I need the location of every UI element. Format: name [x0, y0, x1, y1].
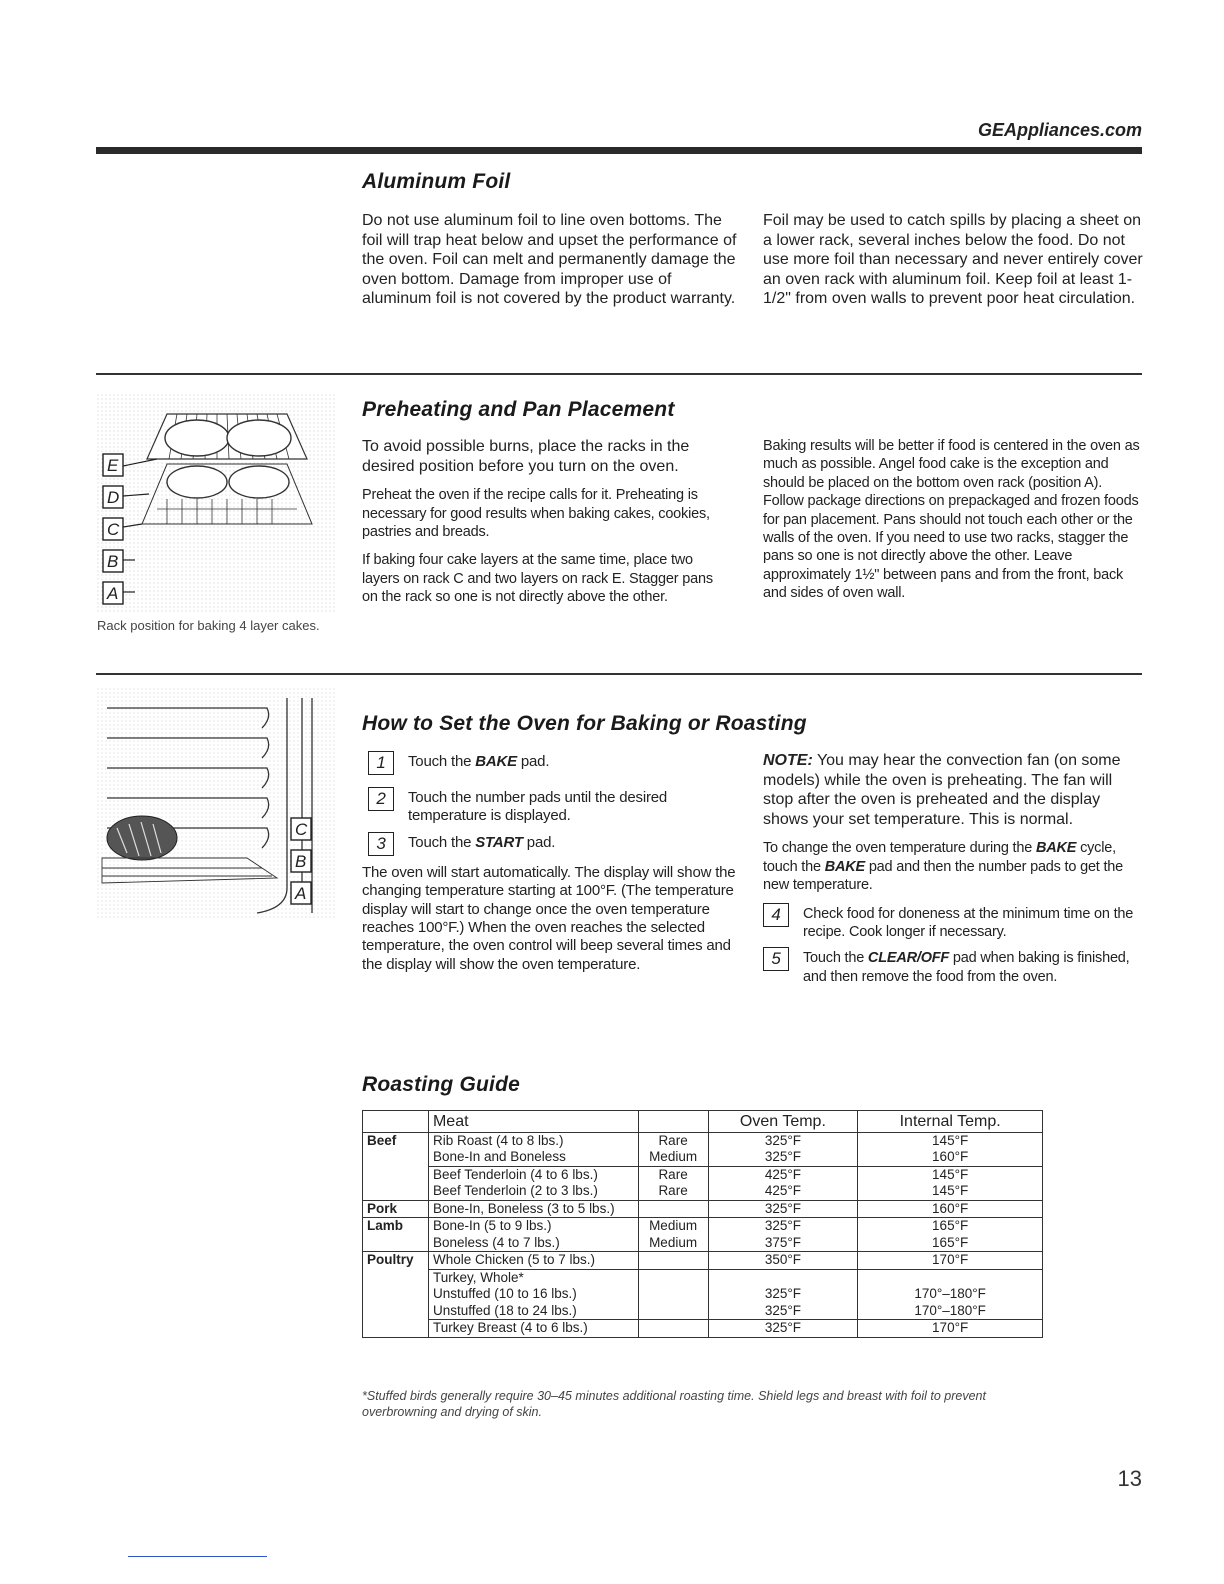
rack-label-d: D — [107, 488, 120, 507]
foil-left-text: Do not use aluminum foil to line oven bottoms. The foil will trap heat below and upset the performance of the oven. Foil can melt and permanently damage the oven bottom. Damage from improper use of aluminum foil is not covered by the product warranty. — [362, 212, 737, 308]
table-row: Bone-In and Boneless Medium 325°F 160°F — [363, 1149, 1043, 1166]
step-5: 5 Touch the CLEAR/OFF pad when baking is finished, and then remove the food from the oven. — [763, 949, 1143, 986]
table-row: Poultry Whole Chicken (5 to 7 lbs.) 350°F 170°F — [363, 1252, 1043, 1270]
roasting-table — [362, 1110, 1043, 1338]
oven-label-c: C — [295, 820, 308, 839]
preheat-title: Preheating and Pan Placement — [362, 398, 675, 421]
preheat-left-text: To avoid possible burns, place the racks in the desired position before you turn on the oven. Preheat the oven if the recipe calls for it. Preheating is necessary for good results when baking cakes, cookies, pastries and breads. If baking four cake layers at the same time, place two layers on rack C and two layers on rack E. Stagger pans on the rack so one is not directly above the other. — [362, 438, 713, 606]
change-temp-text: To change the oven temperature during the BAKE cycle, touch the BAKE pad and then the number pads to get the new temperature. — [763, 840, 1124, 894]
table-header: Meat Oven Temp. Internal Temp. — [363, 1111, 1043, 1133]
header-rule — [96, 147, 1142, 154]
step-1-number: 1 — [368, 751, 394, 775]
page-number: 13 — [1117, 1466, 1142, 1491]
rack-label-e: E — [107, 456, 119, 475]
table-row: Pork Bone-In, Boneless (3 to 5 lbs.) 325°F 160°F — [363, 1200, 1043, 1218]
bottom-link-underline — [128, 1556, 267, 1557]
rack-position-figure — [97, 394, 337, 614]
foil-title: Aluminum Foil — [362, 170, 511, 193]
roasting-title: Roasting Guide — [362, 1073, 520, 1096]
step-1: 1 Touch the BAKE pad. — [368, 753, 736, 775]
step-3: 3 Touch the START pad. — [368, 834, 736, 856]
table-row: Turkey Breast (4 to 6 lbs.) 325°F 170°F — [363, 1320, 1043, 1338]
bake-title: How to Set the Oven for Baking or Roasting — [362, 712, 807, 735]
bake-right-text: NOTE: You may hear the convection fan (on some models) while the oven is preheating. The fan will stop after the oven is preheated and the display shows your set temperature. This is normal. To change the oven temperature during the BAKE cycle, touch the BAKE pad and then the number pads to get the new temperature. 4 Check food for doneness at the minimum time on the recipe. Cook longer if necessary. 5 Touch the CLEAR/OFF pad when baking is finished, and then remove the food from the oven. — [763, 751, 1143, 994]
table-row: Beef Tenderloin (2 to 3 lbs.) Rare 425°F 145°F — [363, 1183, 1043, 1200]
step-5-number: 5 — [763, 947, 789, 971]
step-4: 4 Check food for doneness at the minimum time on the recipe. Cook longer if necessary. — [763, 905, 1143, 942]
table-row: Lamb Bone-In (5 to 9 lbs.) Medium 325°F 165°F — [363, 1218, 1043, 1235]
preheat-right-text: Baking results will be better if food is centered in the oven as much as possible. Angel food cake is the exception and should be placed on the bottom oven rack (position A). Follow package directions on prepackaged and frozen foods for pan placement. Pans should not touch each other or the walls of the oven. If you need to use two racks, stagger the pans so one is not directly above the other. Leave approximately 1½" between pans and from the front, back and sides of oven wall. — [763, 438, 1140, 602]
oven-label-a: A — [295, 884, 307, 903]
table-row: Boneless (4 to 7 lbs.) Medium 375°F 165°F — [363, 1235, 1043, 1252]
table-row: Beef Tenderloin (4 to 6 lbs.) Rare 425°F 145°F — [363, 1166, 1043, 1183]
rack-label-b: B — [107, 552, 119, 571]
section-divider — [96, 373, 1142, 375]
foil-right-text: Foil may be used to catch spills by placing a sheet on a lower rack, several inches below the food. Do not use more foil than necessary and never entirely cover an oven rack with aluminum foil. Keep foil at least 1-1/2" from oven walls to prevent poor heat circulation. — [763, 212, 1143, 308]
roasting-footnote: *Stuffed birds generally require 30–45 minutes additional roasting time. Shield legs and breast with foil to prevent overbrowning and drying of skin. — [362, 1389, 986, 1419]
rack-label-c: C — [107, 520, 120, 539]
rack-figure-caption: Rack position for baking 4 layer cakes. — [97, 618, 320, 633]
bake-left-text — [362, 753, 736, 984]
step-4-number: 4 — [763, 903, 789, 927]
step-2: 2 Touch the number pads until the desired temperature is displayed. — [368, 789, 736, 826]
site-url: GEAppliances.com — [977, 120, 1142, 140]
rack-label-a: A — [107, 584, 119, 603]
table-row: Turkey, Whole* — [363, 1269, 1043, 1286]
auto-start-text: The oven will start automatically. The display will show the changing temperature starting at 100°F. (The temperature display will start to change once the oven temperature reaches 100°F.) When the oven reaches the selected temperature, the oven control will beep several times and the display will show the oven temperature. — [362, 863, 736, 973]
note-label: NOTE: — [763, 752, 813, 769]
table-row: Beef Rib Roast (4 to 8 lbs.) Rare 325°F 145°F — [363, 1132, 1043, 1149]
step-2-number: 2 — [368, 787, 394, 811]
oven-interior-figure — [97, 688, 337, 918]
table-row: Unstuffed (10 to 16 lbs.) 325°F 170°–180°F — [363, 1286, 1043, 1303]
step-3-number: 3 — [368, 832, 394, 856]
oven-label-b: B — [295, 852, 307, 871]
table-row: Unstuffed (18 to 24 lbs.) 325°F 170°–180°F — [363, 1303, 1043, 1320]
section-divider-2 — [96, 673, 1142, 675]
